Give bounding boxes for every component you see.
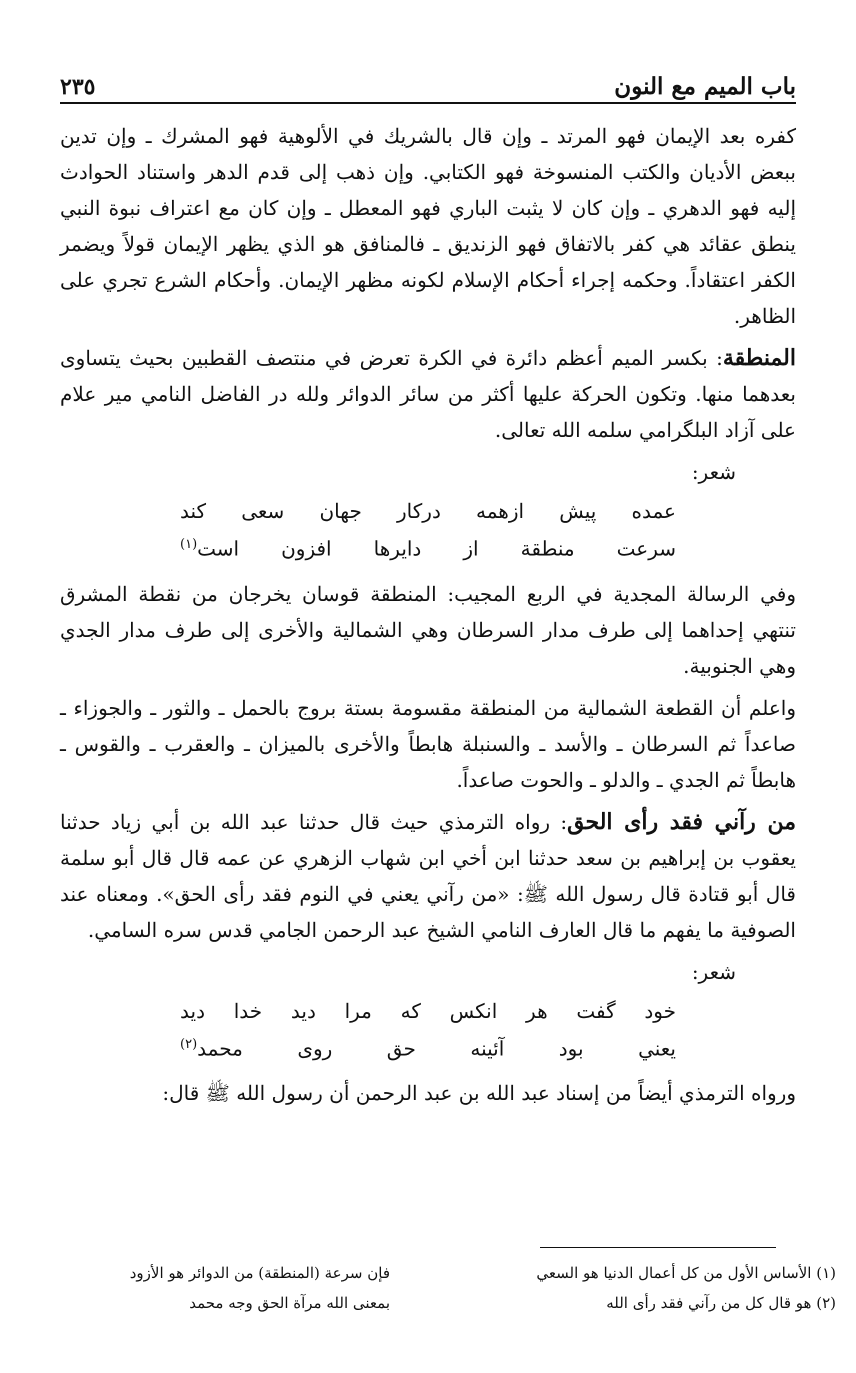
page-number: ٢٣٥ bbox=[60, 74, 96, 100]
header-divider bbox=[60, 102, 796, 104]
paragraph-1: كفره بعد الإيمان فهو المرتد ـ وإن قال بالشريك في الألوهية فهو المشرك ـ وإن تدين ببعض الأديان والكتب المنسوخة فهو الكتابي. وإن ذهب إلى قدم الدهر واستناد الحوادث إليه فهو الدهري ـ وإن كان لا يثبت الباري فهو المعطل ـ وإن كان مع اعتراف نبوة النبي ينطق عقائد هي كفر بالاتفاق فهو الزنديق ـ فالمنافق هو الذي يظهر الإيمان قولاً ويضمر الكفر اعتقاداً. وحكمه إجراء أحكام الإسلام لكونه مظهر الإيمان. وأحكام الشرع تجري على الظاهر. bbox=[60, 124, 797, 328]
chapter-title: باب الميم مع النون bbox=[614, 73, 796, 100]
verse-1-line-2 bbox=[180, 528, 676, 566]
verse-label-1: شعر: bbox=[691, 460, 736, 484]
footnote-1-hemistich-1: (١) الأساس الأول من كل أعمال الدنيا هو السعي bbox=[536, 1264, 836, 1282]
verse-2-line-1: خود گفت هر انكس كه مرا ديد خدا ديد bbox=[180, 998, 676, 1023]
paragraph-6: ورواه الترمذي أيضاً من إسناد عبد الله بن عبد الرحمن أن رسول الله ﷺ قال: bbox=[162, 1081, 796, 1106]
entry-term-mintaqa: المنطقة bbox=[722, 345, 796, 371]
main-text bbox=[60, 118, 796, 1117]
footnote-ref-1: (١) bbox=[180, 537, 198, 552]
paragraph-2-body: : بكسر الميم أعظم دائرة في الكرة تعرض في منتصف القطبين بحيث يتساوى بعدهما منها. وتكون الحركة عليها أكثر من سائر الدوائر ولله در الفاضل النامي مير علام على آزاد البلگرامي سلمه الله تعالى. bbox=[60, 346, 796, 442]
verse-1-line-2-text: سرعت منطقة از دايرها افزون است bbox=[197, 536, 676, 561]
entry-term-hadith: من رآني فقد رأى الحق bbox=[567, 808, 796, 835]
footnote-2-hemistich-1: (٢) هو قال كل من رآني فقد رأى الله bbox=[606, 1294, 836, 1312]
verse-2-line-2-text: يعني بود آئينه حق روى محمد bbox=[197, 1036, 676, 1061]
paragraph-5 bbox=[60, 804, 796, 948]
paragraph-4: واعلم أن القطعة الشمالية من المنطقة مقسومة بستة بروج بالحمل ـ والثور ـ والجوزاء ـ صاعداً ثم السرطان ـ والأسد ـ والسنبلة هابطاً والأخرى بالميزان ـ والعقرب ـ والقوس ـ هابطاً ثم الجدي ـ والدلو ـ والحوت صاعداً. bbox=[60, 695, 796, 792]
footnote-2 bbox=[60, 1288, 836, 1318]
footnote-ref-2: (٢) bbox=[180, 1036, 198, 1052]
paragraph-2 bbox=[60, 340, 796, 448]
footnote-2-hemistich-2: بمعنى الله مرآة الحق وجه محمد bbox=[189, 1294, 390, 1312]
verse-1 bbox=[180, 494, 676, 566]
page-header bbox=[60, 56, 796, 100]
paragraph-5-body: : رواه الترمذي حيث قال حدثنا عبد الله بن أبي زياد حدثنا يعقوب بن إبراهيم بن سعد حدثنا ابن أخي ابن شهاب الزهري عن عمه قال قال أبو سلمة قال أبو قتادة قال رسول الله ﷺ: «من رآني يعني في النوم فقد رأى الحق». ومعناه عند الصوفية ما يفهم ما قال العارف النامي الشيخ عبد الرحمن الجامي قدس سره السامي. bbox=[60, 809, 796, 942]
verse-2-line-2 bbox=[180, 1028, 676, 1066]
verse-label-2: شعر: bbox=[691, 959, 736, 984]
paragraph-3: وفي الرسالة المجدية في الربع المجيب: المنطقة قوسان يخرجان من نقطة المشرق تنتهي إحداهما إلى طرف مدار السرطان وهي الشمالية والأخرى إلى طرف مدار الجدي وهي الجنوبية. bbox=[60, 581, 796, 678]
verse-2 bbox=[180, 994, 676, 1066]
footnote-1 bbox=[60, 1258, 836, 1288]
footnotes bbox=[60, 1258, 836, 1318]
verse-1-line-1: عمده پيش ازهمه دركار جهان سعى كند bbox=[180, 499, 676, 523]
footnote-divider bbox=[540, 1247, 776, 1248]
footnote-1-hemistich-2: فإن سرعة (المنطقة) من الدوائر هو الأزود bbox=[129, 1264, 390, 1282]
